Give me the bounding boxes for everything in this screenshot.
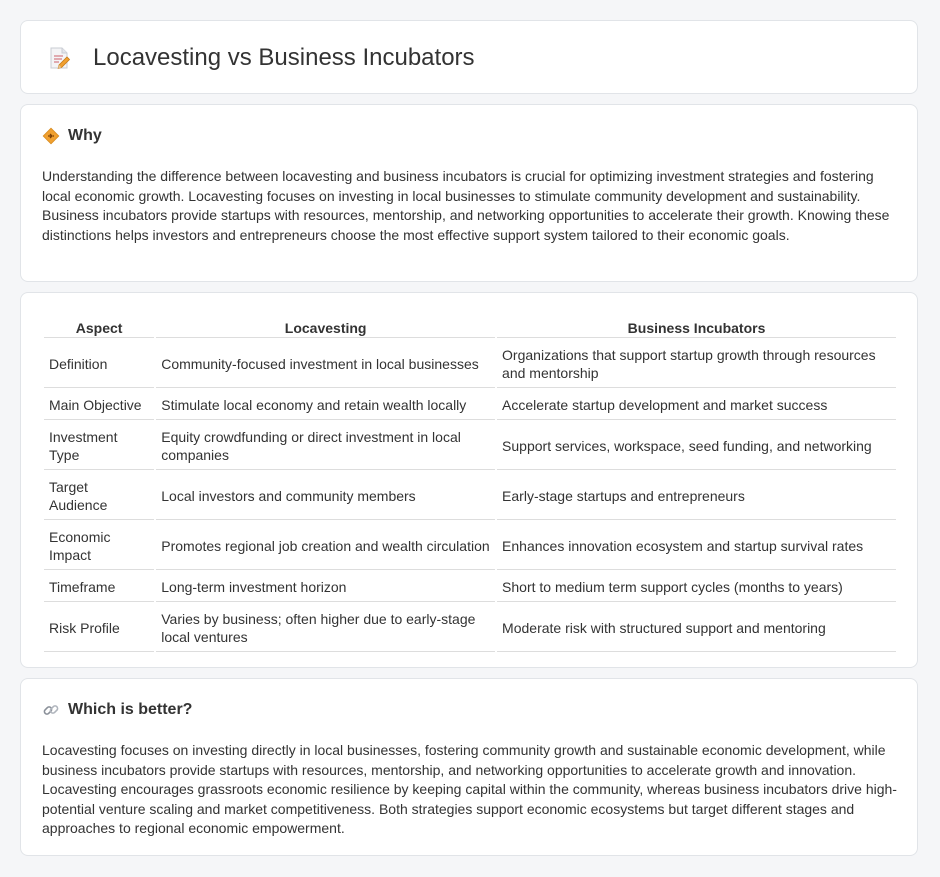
column-header-business-incubators: Business Incubators <box>497 317 896 338</box>
table-cell: Local investors and community members <box>156 472 495 520</box>
document-pencil-icon <box>47 46 71 70</box>
table-cell: Varies by business; often higher due to early-stage local ventures <box>156 604 495 652</box>
comparison-table <box>42 315 898 654</box>
table-cell: Investment Type <box>44 422 154 470</box>
title-row <box>47 21 475 95</box>
better-heading-label: Which is better? <box>68 701 193 718</box>
table-row <box>44 522 896 570</box>
link-icon <box>42 701 60 719</box>
column-header-aspect: Aspect <box>44 317 154 338</box>
table-cell: Stimulate local economy and retain wealth locally <box>156 390 495 420</box>
table-cell: Equity crowdfunding or direct investment in local companies <box>156 422 495 470</box>
header-card <box>20 20 918 94</box>
table-row <box>44 340 896 388</box>
table-cell: Community-focused investment in local businesses <box>156 340 495 388</box>
table-cell: Organizations that support startup growth through resources and mentorship <box>497 340 896 388</box>
table-row <box>44 572 896 602</box>
table-cell: Enhances innovation ecosystem and startup survival rates <box>497 522 896 570</box>
table-cell: Moderate risk with structured support and mentoring <box>497 604 896 652</box>
why-paragraph: Understanding the difference between locavesting and business incubators is crucial for optimizing investment strategies and fostering local economic growth. Locavesting focuses on investing in local businesses to stimulate community development and sustainability. Business incubators provide startups with resources, mentorship, and networking opportunities to accelerate their growth. Knowing these distinctions helps investors and entrepreneurs choose the most effective support system tailored to their economic goals. <box>42 168 890 243</box>
table-cell: Main Objective <box>44 390 154 420</box>
table-cell: Target Audience <box>44 472 154 520</box>
better-heading <box>42 701 192 719</box>
table-cell: Long-term investment horizon <box>156 572 495 602</box>
diamond-arrows-icon <box>42 127 60 145</box>
table-header-row <box>44 317 896 338</box>
table-cell: Early-stage startups and entrepreneurs <box>497 472 896 520</box>
column-header-locavesting: Locavesting <box>156 317 495 338</box>
table-cell: Economic Impact <box>44 522 154 570</box>
table-cell: Definition <box>44 340 154 388</box>
table-cell: Promotes regional job creation and wealth circulation <box>156 522 495 570</box>
why-heading-label: Why <box>68 127 102 144</box>
which-is-better-card <box>20 678 918 856</box>
table-row <box>44 422 896 470</box>
table-row <box>44 604 896 652</box>
table-cell: Timeframe <box>44 572 154 602</box>
table-row <box>44 390 896 420</box>
page-title: Locavesting vs Business Incubators <box>93 44 475 71</box>
table-cell: Short to medium term support cycles (months to years) <box>497 572 896 602</box>
comparison-card <box>20 292 918 668</box>
better-paragraph: Locavesting focuses on investing directly in local businesses, fostering community growth and sustainable economic development, while business incubators provide startups with resources, mentorship, and networking opportunities to accelerate growth and innovation. Locavesting encourages grassroots economic resilience by keeping capital within the community, whereas business incubators drive high-potential venture scaling and market competitiveness. Both strategies support economic ecosystems but target different stages and approaches to regional economic empowerment. <box>42 742 897 836</box>
table-row <box>44 472 896 520</box>
table-cell: Risk Profile <box>44 604 154 652</box>
why-heading <box>42 127 102 145</box>
table-cell: Support services, workspace, seed funding, and networking <box>497 422 896 470</box>
table-cell: Accelerate startup development and market success <box>497 390 896 420</box>
why-card <box>20 104 918 282</box>
